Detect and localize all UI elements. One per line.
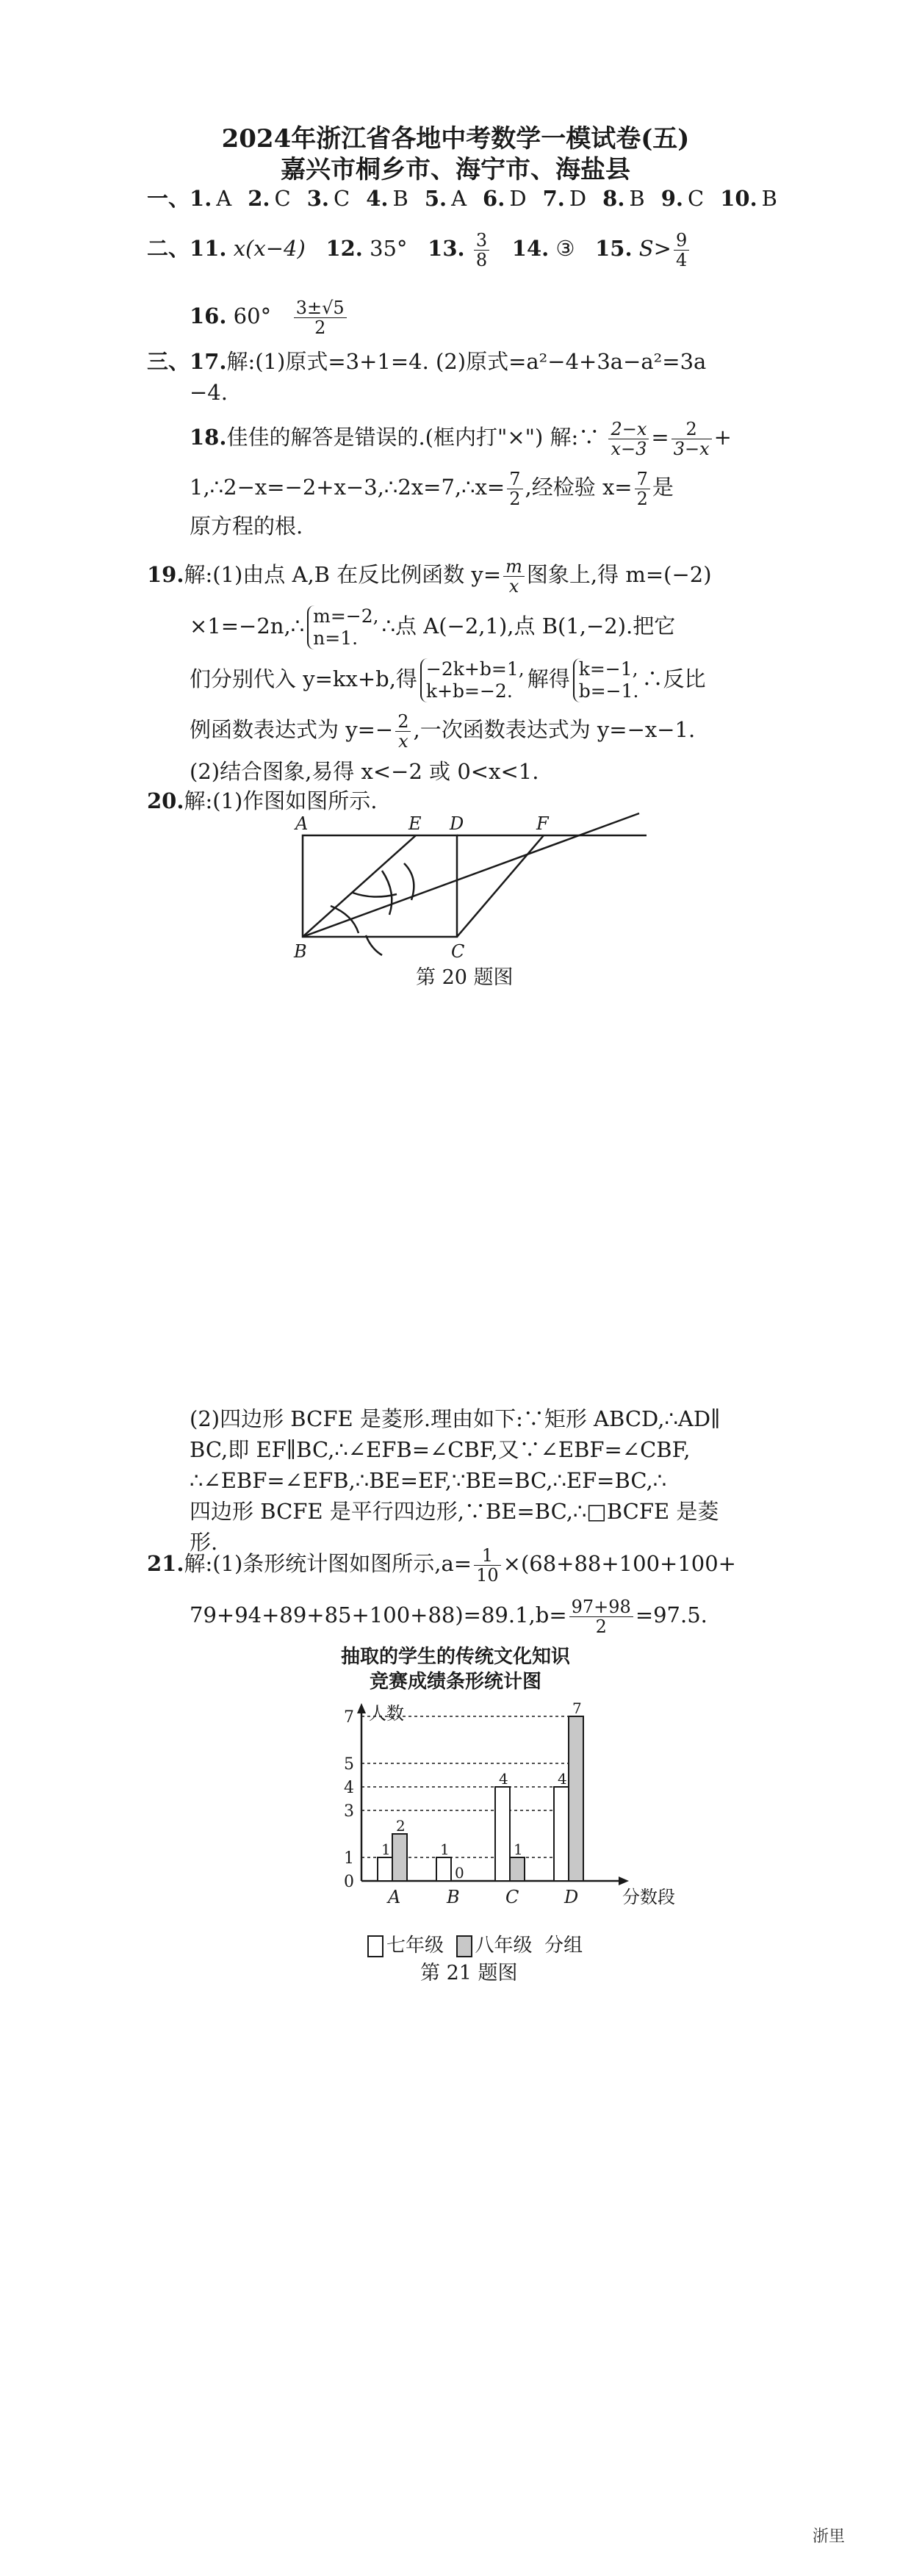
bar-value-label: 1 bbox=[514, 1841, 523, 1858]
answer-item bbox=[307, 186, 350, 211]
rectangle-abcd bbox=[303, 835, 457, 937]
bar-value-label: 4 bbox=[558, 1770, 567, 1788]
bar bbox=[495, 1787, 510, 1881]
q18-text2: 1,∴2−x=−2+x−3,∴2x=7,∴x= bbox=[190, 475, 505, 500]
q21-frac2-num: 97+98 bbox=[569, 1597, 633, 1617]
q19-text1-end: 图象上,得 m=(−2) bbox=[526, 562, 712, 587]
y-tick-label: 1 bbox=[344, 1849, 354, 1868]
answer-item bbox=[661, 186, 704, 211]
q20-number: 20. bbox=[147, 788, 184, 813]
bar-value-label: 2 bbox=[396, 1817, 406, 1835]
arc-mark-5 bbox=[366, 935, 382, 955]
answer-item bbox=[602, 186, 645, 211]
answer-number: 7. bbox=[542, 186, 565, 211]
q12-answer: 35° bbox=[370, 236, 408, 261]
q12-number: 12. bbox=[325, 236, 363, 261]
section-3-label: 三、 bbox=[147, 349, 190, 374]
q21-figure-caption: 第 21 题图 bbox=[420, 1962, 518, 1985]
q19-brace2-row2: k+b=−2. bbox=[425, 680, 513, 702]
q19-frac2-den: x bbox=[398, 730, 408, 752]
q19-text4: 例函数表达式为 y=− bbox=[190, 717, 394, 742]
answer-item bbox=[483, 186, 527, 211]
q20-line-p1: (2)四边形 BCFE 是菱形.理由如下:∵矩形 ABCD,∴AD∥ bbox=[190, 1406, 721, 1431]
q20-line-p5: 形. bbox=[190, 1530, 218, 1555]
category-label: D bbox=[564, 1887, 579, 1907]
q19-number: 19. bbox=[147, 562, 184, 587]
q19-frac2-num: 2 bbox=[395, 712, 411, 732]
label-a: A bbox=[295, 813, 309, 834]
q18-line3: 原方程的根. bbox=[190, 514, 303, 539]
q21-frac1-den: 10 bbox=[476, 1564, 499, 1586]
label-e: E bbox=[408, 813, 422, 834]
q20-line-p3: ∴∠EBF=∠EFB,∴BE=EF,∵BE=BC,∴EF=BC,∴ bbox=[190, 1468, 667, 1493]
q21-text2-end: =97.5. bbox=[635, 1602, 707, 1627]
q18-frac1-num: 2−x bbox=[608, 420, 649, 439]
bar-value-label: 7 bbox=[572, 1699, 582, 1717]
q18-frac2-den: 3−x bbox=[673, 438, 710, 459]
q11-answer: x(x−4) bbox=[233, 236, 306, 261]
q19-brace2 bbox=[420, 658, 525, 702]
answer-choice: B bbox=[629, 186, 645, 211]
q18-frac1-den: x−3 bbox=[611, 438, 647, 459]
q19-text3-mid: 解得 bbox=[527, 666, 570, 691]
q18-text1: 佳佳的解答是错误的.(框内打"×") 解:∵ bbox=[226, 425, 600, 450]
q19-brace2-row1: −2k+b=1, bbox=[425, 658, 525, 680]
bar-value-label: 0 bbox=[455, 1864, 464, 1882]
q19-line4 bbox=[190, 708, 695, 752]
q15-numerator: 9 bbox=[674, 231, 689, 251]
x-axis-arrow bbox=[619, 1877, 629, 1885]
arc-mark-3 bbox=[353, 893, 397, 897]
segment-cf bbox=[457, 835, 544, 937]
answer-item bbox=[543, 186, 587, 211]
q21-frac1 bbox=[474, 1546, 501, 1585]
answer-number: 4. bbox=[366, 186, 389, 211]
q21-line1 bbox=[147, 1541, 736, 1586]
label-c: C bbox=[451, 941, 465, 962]
q18-text2-end: 是 bbox=[652, 475, 674, 500]
q19-brace3 bbox=[573, 658, 639, 702]
legend-swatch-grade8 bbox=[456, 1935, 472, 1957]
q18-plus: + bbox=[713, 425, 732, 450]
q19-text3-end: ∴反比 bbox=[641, 666, 706, 691]
answer-list bbox=[190, 186, 793, 211]
q21-line2 bbox=[190, 1593, 707, 1637]
q19-text4-end: ,一次函数表达式为 y=−x−1. bbox=[413, 717, 696, 742]
q16-answer-line bbox=[190, 294, 349, 338]
q18-frac3-num: 7 bbox=[507, 469, 522, 489]
answer-number: 2. bbox=[248, 186, 270, 211]
q13-numerator: 3 bbox=[474, 231, 489, 251]
bar-value-label: 4 bbox=[499, 1770, 508, 1788]
q14-number: 14. bbox=[511, 236, 550, 261]
answer-choice: B bbox=[761, 186, 777, 211]
q17-line1 bbox=[147, 347, 706, 376]
q21-frac1-num: 1 bbox=[474, 1546, 501, 1566]
q15-fraction bbox=[674, 231, 689, 270]
q19-frac2 bbox=[395, 712, 411, 751]
answer-choice: C bbox=[688, 186, 705, 211]
bar bbox=[436, 1857, 451, 1881]
q16-fraction bbox=[294, 298, 347, 337]
bar-value-label: 1 bbox=[440, 1841, 450, 1858]
q19-brace1-row2: n=1. bbox=[313, 627, 359, 649]
y-tick-label: 5 bbox=[344, 1755, 354, 1774]
q18-equals: = bbox=[651, 425, 669, 450]
q18-number: 18. bbox=[190, 425, 227, 450]
q18-frac4 bbox=[635, 469, 650, 508]
answer-number: 9. bbox=[660, 186, 684, 211]
segment-be bbox=[303, 835, 416, 937]
q19-line1 bbox=[147, 553, 712, 597]
q13-denominator: 8 bbox=[475, 249, 488, 270]
bar bbox=[378, 1857, 392, 1881]
answer-number: 1. bbox=[190, 186, 212, 211]
section-1-answers bbox=[147, 184, 793, 213]
segment-bf bbox=[303, 813, 639, 937]
q19-brace3-row1: k=−1, bbox=[578, 658, 638, 680]
q19-frac1 bbox=[503, 557, 525, 596]
q16-denominator: 2 bbox=[314, 317, 326, 338]
answer-item bbox=[425, 186, 467, 211]
q18-line2 bbox=[190, 465, 674, 509]
q16-answer-angle: 60° bbox=[233, 303, 272, 328]
q21-frac2-den: 2 bbox=[595, 1616, 607, 1637]
answer-choice: A bbox=[451, 186, 467, 211]
q19-text2: ×1=−2n,∴ bbox=[190, 614, 305, 638]
answer-item bbox=[248, 186, 290, 211]
q15-prefix: S> bbox=[638, 236, 671, 261]
answer-number: 5. bbox=[424, 186, 447, 211]
q19-brace1-row1: m=−2, bbox=[313, 605, 379, 627]
q16-numerator: 3±√5 bbox=[294, 298, 347, 318]
bar bbox=[392, 1834, 407, 1881]
q17-line2: −4. bbox=[190, 380, 228, 405]
answer-number: 8. bbox=[602, 186, 625, 211]
q19-line2 bbox=[190, 602, 675, 650]
answer-choice: C bbox=[274, 186, 291, 211]
q13-number: 13. bbox=[428, 236, 465, 261]
q15-denominator: 4 bbox=[675, 249, 688, 270]
y-tick-label: 0 bbox=[344, 1873, 354, 1891]
answer-choice: A bbox=[216, 186, 232, 211]
q11-number: 11. bbox=[190, 236, 227, 261]
answer-item bbox=[720, 186, 777, 211]
label-f: F bbox=[536, 813, 549, 834]
q19-frac1-den: x bbox=[508, 575, 519, 597]
q19-text1: 解:(1)由点 A,B 在反比例函数 y= bbox=[184, 562, 502, 587]
answer-number: 6. bbox=[483, 186, 505, 211]
q18-text2-mid: ,经检验 x= bbox=[525, 475, 633, 500]
x-axis-label: 分数段 bbox=[622, 1887, 675, 1907]
paper-title-line2: 嘉兴市桐乡市、海宁市、海盐县 bbox=[281, 155, 630, 184]
answer-item bbox=[190, 186, 231, 211]
bar bbox=[569, 1716, 583, 1881]
q20-figure-caption: 第 20 题图 bbox=[416, 966, 514, 989]
y-tick-label: 4 bbox=[344, 1779, 354, 1797]
y-tick-label: 3 bbox=[344, 1802, 354, 1821]
legend-suffix: 分组 bbox=[544, 1935, 583, 1957]
q19-line3 bbox=[190, 655, 705, 702]
chart-title: 抽取的学生的传统文化知识 bbox=[340, 1646, 570, 1668]
bar bbox=[554, 1787, 569, 1881]
q18-line1 bbox=[190, 415, 732, 459]
section-2-answers bbox=[147, 226, 691, 270]
arc-mark-1 bbox=[331, 906, 359, 933]
answer-choice: D bbox=[569, 186, 587, 211]
q18-frac3-den: 2 bbox=[509, 488, 521, 509]
q17-text1: 解:(1)原式=3+1=4. (2)原式=a²−4+3a−a²=3a bbox=[226, 349, 707, 374]
q19-line5: (2)结合图象,易得 x<−2 或 0<x<1. bbox=[190, 759, 539, 784]
y-axis-label: 人数 bbox=[369, 1703, 404, 1724]
q18-frac1 bbox=[608, 420, 649, 458]
q19-text2-end: ∴点 A(−2,1),点 B(1,−2).把它 bbox=[381, 614, 676, 638]
label-b: B bbox=[294, 941, 307, 962]
answer-item bbox=[366, 186, 408, 211]
q16-number: 16. bbox=[190, 303, 227, 328]
q18-frac4-num: 7 bbox=[635, 469, 650, 489]
q20-text1: 解:(1)作图如图所示. bbox=[184, 788, 378, 813]
chart-legend bbox=[367, 1930, 583, 1957]
q21-number: 21. bbox=[147, 1551, 184, 1576]
q15-number: 15. bbox=[595, 236, 633, 261]
category-label: A bbox=[388, 1887, 401, 1907]
q19-brace1 bbox=[307, 605, 378, 650]
arc-mark-4 bbox=[404, 863, 414, 900]
section-1-label: 一、 bbox=[147, 186, 190, 211]
answer-number: 3. bbox=[306, 186, 330, 211]
category-label: C bbox=[505, 1887, 519, 1907]
answer-choice: D bbox=[509, 186, 527, 211]
legend-label-grade7: 七年级 bbox=[386, 1935, 444, 1957]
bar-value-label: 1 bbox=[381, 1841, 391, 1858]
q20-geometry-figure bbox=[279, 805, 661, 966]
category-label: B bbox=[447, 1887, 460, 1907]
legend-swatch-grade7 bbox=[367, 1935, 384, 1957]
q19-text3: 们分别代入 y=kx+b,得 bbox=[190, 666, 417, 691]
q18-frac4-den: 2 bbox=[636, 488, 648, 509]
legend-label-grade8: 八年级 bbox=[475, 1935, 533, 1957]
q20-line-p2: BC,即 EF∥BC,∴∠EFB=∠CBF,又∵∠EBF=∠CBF, bbox=[190, 1437, 691, 1462]
q21-text1: 解:(1)条形统计图如图所示,a= bbox=[184, 1551, 472, 1576]
q21-text1-end: ×(68+88+100+100+ bbox=[503, 1551, 736, 1576]
answer-number: 10. bbox=[720, 186, 757, 211]
page-footer: 浙里 bbox=[812, 2528, 845, 2546]
paper-title-line1: 2024年浙江省各地中考数学一模试卷(五) bbox=[221, 124, 690, 154]
q13-fraction bbox=[474, 231, 489, 270]
q21-frac2 bbox=[569, 1597, 633, 1636]
q18-frac2 bbox=[671, 420, 712, 458]
bar bbox=[510, 1857, 525, 1881]
y-axis-arrow bbox=[357, 1703, 366, 1713]
q18-frac3 bbox=[507, 469, 522, 508]
q19-frac1-num: m bbox=[503, 557, 525, 577]
arc-mark-2 bbox=[382, 871, 392, 915]
bar-chart bbox=[316, 1690, 675, 1940]
q17-number: 17. bbox=[190, 349, 227, 374]
y-tick-label: 7 bbox=[344, 1708, 354, 1727]
answer-choice: B bbox=[392, 186, 408, 211]
q18-frac2-num: 2 bbox=[671, 420, 712, 439]
q21-text2: 79+94+89+85+100+88)=89.1,b= bbox=[190, 1602, 567, 1627]
q20-line-p4: 四边形 BCFE 是平行四边形,∵BE=BC,∴□BCFE 是菱 bbox=[190, 1499, 719, 1524]
chart-subtitle: 竞赛成绩条形统计图 bbox=[369, 1671, 541, 1693]
q14-answer: ③ bbox=[555, 236, 575, 261]
label-d: D bbox=[450, 813, 464, 834]
answer-choice: C bbox=[334, 186, 350, 211]
q19-brace3-row2: b=−1. bbox=[578, 680, 639, 702]
section-2-label: 二、 bbox=[147, 236, 190, 261]
